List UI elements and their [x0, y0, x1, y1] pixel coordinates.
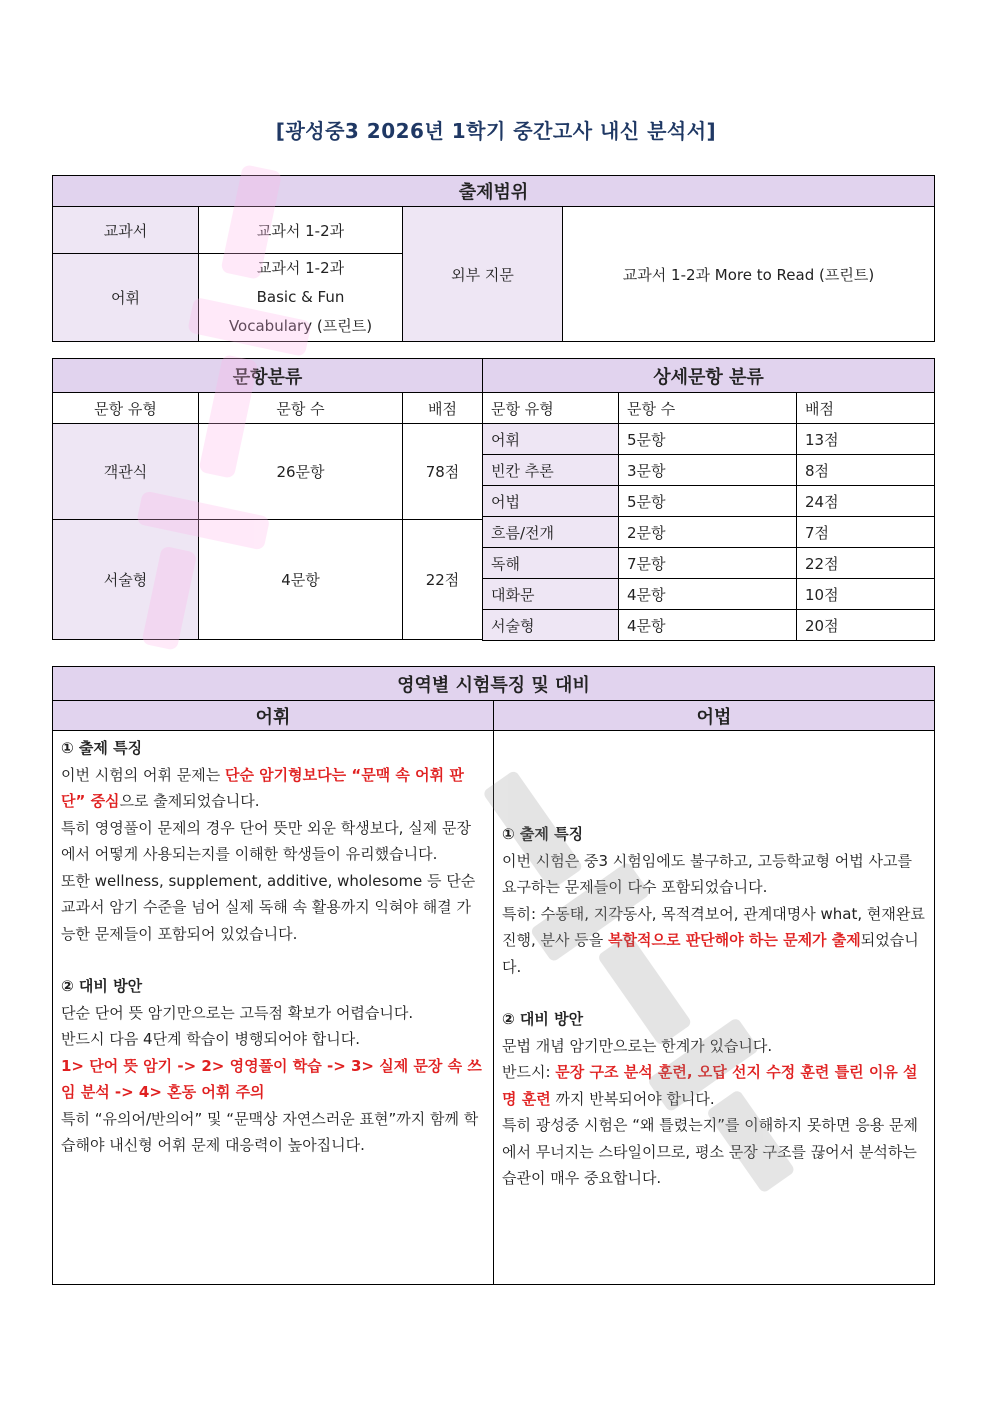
text: 특히: 수동태, 지각동사, 목적격보어, 관계대명사 what, 현재완료진행, 분사 등을: [502, 904, 925, 949]
paragraph: 이번 시험은 중3 시험임에도 불구하고, 고등학교형 어법 사고를 요구하는 문제들이 다수 포함되었습니다.: [502, 851, 912, 896]
textbook-value: 교과서 1-2과: [199, 207, 403, 254]
external-value: 교과서 1-2과 More to Read (프린트): [563, 207, 935, 342]
highlight-text: 복합적으로 판단해야 하는 문제가 출제: [608, 931, 861, 949]
detail-count: 4문항: [619, 579, 797, 610]
detail-score: 10점: [797, 579, 935, 610]
paragraph: 단순 단어 뜻 암기만으로는 고득점 확보가 어렵습니다.: [61, 1003, 414, 1022]
row-count: 4문항: [199, 520, 403, 640]
paragraph: 문법 개념 암기만으로는 한계가 있습니다.: [502, 1036, 773, 1055]
column-header: 문항 수: [199, 393, 403, 424]
section-title: ② 대비 방안: [502, 1010, 584, 1028]
scope-table: [52, 175, 935, 342]
detail-type: 어법: [483, 486, 619, 517]
detail-type: 대화문: [483, 579, 619, 610]
column-header: 문항 유형: [53, 393, 199, 424]
detail-score: 22점: [797, 548, 935, 579]
detail-count: 2문항: [619, 517, 797, 548]
text: 으로 출제되었습니다.: [119, 792, 260, 810]
vocab-analysis: [53, 731, 494, 1285]
area-table: [52, 666, 935, 1285]
text: 되었습니다.: [502, 931, 919, 976]
classification-header: 문항분류: [53, 359, 483, 393]
vocab-column-header: 어휘: [53, 701, 494, 731]
detail-type: 어휘: [483, 424, 619, 455]
highlight-text: 1> 단어 뜻 암기 -> 2> 영영풀이 학습 -> 3> 실제 문장 속 쓰임 분석 -> 4> 혼동 어휘 주의: [61, 1056, 482, 1101]
column-header: 배점: [403, 393, 483, 424]
paragraph: 특히 영영풀이 문제의 경우 단어 뜻만 외운 학생보다, 실제 문장에서 어떻게 사용되는지를 이해한 학생들이 유리했습니다.: [61, 818, 471, 863]
section-title: ② 대비 방안: [61, 977, 143, 995]
detail-score: 7점: [797, 517, 935, 548]
paragraph: 특히 광성중 시험은 “왜 틀렸는지”를 이해하지 못하면 응용 문제에서 무너지는 스타일이므로, 평소 문장 구조를 끊어서 분석하는 습관이 매우 중요합니다.: [502, 1116, 918, 1187]
paragraph: [502, 1059, 926, 1112]
detail-count: 3문항: [619, 455, 797, 486]
area-header: 영역별 시험특징 및 대비: [53, 667, 935, 701]
detail-score: 20점: [797, 610, 935, 641]
highlight-text: 문장 구조 분석 훈련, 오답 선지 수정 훈련 틀린 이유 설명 훈련: [502, 1063, 918, 1108]
classification-table: [52, 358, 483, 640]
column-header: 문항 수: [619, 393, 797, 424]
vocab-value-line: 교과서 1-2과: [256, 259, 345, 277]
section-title: ① 출제 특징: [502, 825, 584, 843]
column-header: 배점: [797, 393, 935, 424]
text: 반드시:: [502, 1063, 556, 1081]
row-count: 26문항: [199, 424, 403, 520]
page-title: [광성중3 2026년 1학기 중간고사 내신 분석서]: [275, 119, 717, 143]
detail-count: 4문항: [619, 610, 797, 641]
text: 까지 반복되어야 합니다.: [550, 1089, 715, 1108]
paragraph: 또한 wellness, supplement, additive, wholesome 등 단순 교과서 암기 수준을 넘어 실제 독해 속 활용까지 익혀야 해결 가능한 문제들이 포함되어 있었습니다.: [61, 871, 476, 943]
paragraph: [61, 762, 485, 815]
column-header: 문항 유형: [483, 393, 619, 424]
scope-header: 출제범위: [53, 176, 935, 207]
detail-score: 24점: [797, 486, 935, 517]
paragraph: [502, 901, 926, 981]
external-label: 외부 지문: [403, 207, 563, 342]
detail-type: 서술형: [483, 610, 619, 641]
textbook-label: 교과서: [53, 207, 199, 254]
section-title: ① 출제 특징: [61, 739, 143, 757]
vocab-value-line: Basic & Fun: [256, 288, 345, 306]
detail-count: 5문항: [619, 486, 797, 517]
detail-table: [482, 358, 935, 641]
grammar-column-header: 어법: [494, 701, 935, 731]
detail-type: 빈칸 추론: [483, 455, 619, 486]
vocab-value: [199, 254, 403, 342]
paragraph: 특히 “유의어/반의어” 및 “문맥상 자연스러운 표현”까지 함께 학습해야 내신형 어휘 문제 대응력이 높아집니다.: [61, 1109, 479, 1154]
vocab-label: 어휘: [53, 254, 199, 342]
paragraph: 반드시 다음 4단계 학습이 병행되어야 합니다.: [61, 1030, 360, 1048]
highlight-text: 단순 암기형보다는 “문맥 속 어휘 판단” 중심: [61, 765, 464, 810]
detail-count: 5문항: [619, 424, 797, 455]
detail-score: 8점: [797, 455, 935, 486]
row-score: 78점: [403, 424, 483, 520]
detail-header: 상세문항 분류: [483, 359, 935, 393]
grammar-analysis: [494, 731, 935, 1285]
detail-type: 흐름/전개: [483, 517, 619, 548]
detail-count: 7문항: [619, 548, 797, 579]
detail-score: 13점: [797, 424, 935, 455]
vocab-value-line: Vocabulary (프린트): [228, 317, 373, 335]
text: 이번 시험의 어휘 문제는: [61, 765, 225, 784]
detail-type: 독해: [483, 548, 619, 579]
row-type: 서술형: [53, 520, 199, 640]
row-type: 객관식: [53, 424, 199, 520]
row-score: 22점: [403, 520, 483, 640]
